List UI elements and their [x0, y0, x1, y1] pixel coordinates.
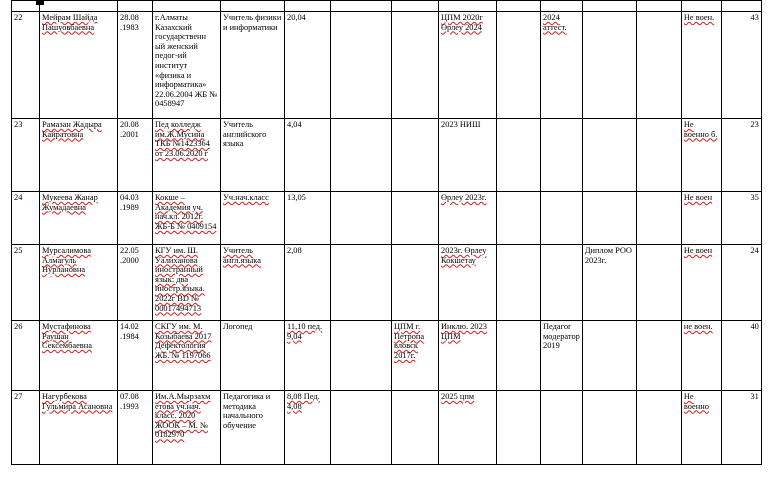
experience-cell: 4,04 [285, 119, 331, 192]
military-status: Не воен [681, 245, 721, 321]
birth-date: 04.03 .1989 [118, 192, 153, 245]
experience-cell: 13,05 [285, 192, 331, 245]
specialty-cell: Учитель физики и информатики [221, 12, 285, 119]
table-row [12, 245, 762, 321]
birth-date: 14.02 .1984 [118, 321, 153, 391]
course-cell-2 [392, 391, 439, 465]
total-cell: 23 [721, 119, 761, 192]
employee-name: Мурсалимова Алмагуль Нурлановна [40, 245, 118, 321]
course-cell-3: Өрлеу 2023г. [439, 192, 497, 245]
course-cell-2: ЦПМ г. Петропа вловск 2017г. [392, 321, 439, 391]
course-cell-6 [582, 321, 636, 391]
employee-name: Мустафинова Раушан Сексембаевна [40, 321, 118, 391]
employee-name: Рамазан Жадыра Кайратовна [40, 119, 118, 192]
table-row [12, 391, 762, 465]
military-status: Не военно [681, 391, 721, 465]
course-cell-2 [392, 192, 439, 245]
course-cell-4 [497, 119, 541, 192]
course-cell-1 [331, 391, 392, 465]
course-cell-3: 2023 НИШ [439, 119, 497, 192]
row-number: 22 [12, 12, 40, 119]
course-cell-4 [497, 12, 541, 119]
table-row [12, 12, 762, 119]
birth-date: 07.08 .1993 [118, 391, 153, 465]
course-cell-7 [636, 321, 681, 391]
specialty-cell: Учитель англ.языка [221, 245, 285, 321]
experience-cell: 8,08 Пед. 4,08 [285, 391, 331, 465]
military-status: Не воен [681, 192, 721, 245]
course-cell-6 [582, 12, 636, 119]
course-cell-1 [331, 245, 392, 321]
total-cell: 43 [721, 12, 761, 119]
employee-name: Мукеева Жанар Жумадаевна [40, 192, 118, 245]
table-row [12, 119, 762, 192]
course-cell-2 [392, 245, 439, 321]
course-cell-5 [541, 192, 583, 245]
experience-cell: 2,08 [285, 245, 331, 321]
course-cell-6 [582, 192, 636, 245]
birth-date: 28.08 .1983 [118, 12, 153, 119]
course-cell-1 [331, 192, 392, 245]
education-cell: Кокше – Академия уч. нач.кл. 2012г. ЖБ-Б № 0409154 [153, 192, 221, 245]
birth-date: 22.05 .2000 [118, 245, 153, 321]
education-cell: Им.А.Мырзахм етова уч.нач. класс. 2020 ЖООК – М. № 0182970 [153, 391, 221, 465]
experience-cell: 20,04 [285, 12, 331, 119]
military-status: Не военно б. [681, 119, 721, 192]
education-cell: СКГУ им. М. Козыбаева 2017 Дефектология ЖБ. № 1197066 [153, 321, 221, 391]
course-cell-7 [636, 391, 681, 465]
course-cell-4 [497, 192, 541, 245]
experience-cell: 11,10 пед. 9,04 [285, 321, 331, 391]
specialty-cell: Уч.нач.класс [221, 192, 285, 245]
course-cell-5 [541, 119, 583, 192]
course-cell-3: Инклю. 2023 ЦПМ [439, 321, 497, 391]
course-cell-1 [331, 321, 392, 391]
table-row [12, 192, 762, 245]
course-cell-5 [541, 391, 583, 465]
course-cell-6 [582, 119, 636, 192]
course-cell-4 [497, 245, 541, 321]
row-number: 23 [12, 119, 40, 192]
course-cell-2 [392, 12, 439, 119]
course-cell-7 [636, 119, 681, 192]
course-cell-7 [636, 245, 681, 321]
specialty-cell: Логопед [221, 321, 285, 391]
specialty-cell: Учитель английского языка [221, 119, 285, 192]
moderator-cell: Педагог модератор 2019 [541, 321, 583, 391]
course-cell-5 [541, 245, 583, 321]
table-row [12, 321, 762, 391]
row-number: 27 [12, 391, 40, 465]
total-cell: 40 [721, 321, 761, 391]
course-cell-4 [497, 391, 541, 465]
attestation-cell: 2024 аттест. [541, 12, 583, 119]
course-cell-3: 2023г. Өрлеу Кокшетау [439, 245, 497, 321]
military-status: не воен. [681, 321, 721, 391]
left-margin [0, 0, 11, 483]
course-cell-3: 2025 цпм [439, 391, 497, 465]
employee-name: Мейрам Шайда Пашуовбаевна [40, 12, 118, 119]
total-cell: 35 [721, 192, 761, 245]
row-number: 24 [12, 192, 40, 245]
course-cell-2 [392, 119, 439, 192]
row-number: 26 [12, 321, 40, 391]
staff-table [11, 0, 762, 465]
education-cell: г.Алматы Казахский государственн ый женский педог-ий институт «физика и информатика» 22.06.2004 ЖБ № 0458947 [153, 12, 221, 119]
row-number: 25 [12, 245, 40, 321]
education-cell: Пед колледж им.Ж.Мусина ТКБ №1423364 от 23.06.2020 г [153, 119, 221, 192]
total-cell: 31 [721, 391, 761, 465]
table-header-fragment [12, 1, 762, 12]
course-cell-4 [497, 321, 541, 391]
birth-date: 20.08 .2001 [118, 119, 153, 192]
course-cell-3: ЦПМ 2020г Өрлеу 2024 [439, 12, 497, 119]
course-cell-1 [331, 119, 392, 192]
total-cell: 24 [721, 245, 761, 321]
course-cell-1 [331, 12, 392, 119]
specialty-cell: Педагогика и методика начального обучение [221, 391, 285, 465]
course-cell-6 [582, 391, 636, 465]
military-status: Не воен. [681, 12, 721, 119]
course-cell-7 [636, 192, 681, 245]
employee-name: Нагурбекова Гульмира Асановна [40, 391, 118, 465]
diploma-cell: Диплом РОО 2023г. [582, 245, 636, 321]
education-cell: КГУ им. Ш. Уалиханова иностранный язык: два иностр.языка. 2022г BD № 00017494713 [153, 245, 221, 321]
course-cell-7 [636, 12, 681, 119]
